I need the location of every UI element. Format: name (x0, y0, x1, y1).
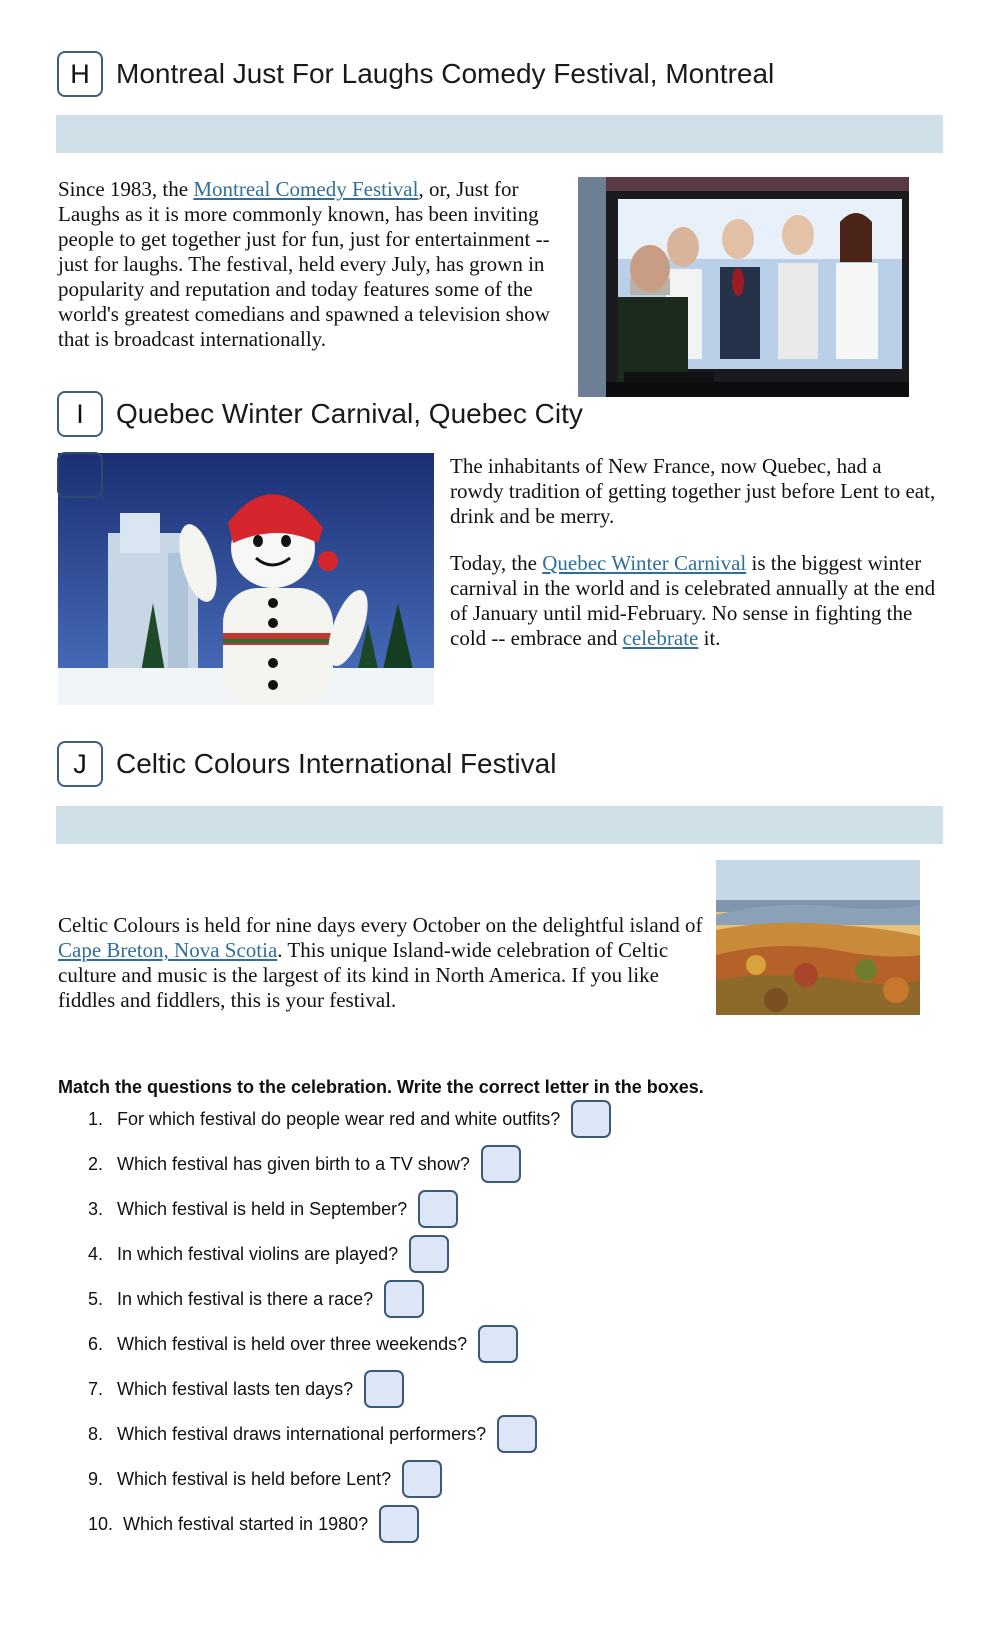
question-text: For which festival do people wear red and white outfits? (117, 1108, 561, 1129)
section-h-text: Since 1983, the Montreal Comedy Festival, or, Just for Laughs as it is more commonly known, has been inviting people to get together just for fun, just for entertainment -- just for laughs. The festival, held every July, has grown in popularity and reputation and today features some of the world's greatest comedians and spawned a television show that is broadcast internationally. (58, 177, 550, 351)
question-1 (88, 1099, 611, 1139)
question-text: Which festival lasts ten days? (117, 1378, 354, 1399)
section-h-letter-box (57, 51, 103, 97)
section-i-overlay-box (57, 452, 103, 498)
question-9 (88, 1459, 442, 1499)
answer-box-3[interactable] (418, 1190, 458, 1228)
answer-box-10[interactable] (379, 1505, 419, 1543)
section-j-letter: J (73, 748, 87, 779)
montreal-comedy-festival-link[interactable]: Montreal Comedy Festival (193, 177, 419, 201)
question-text: Which festival is held over three weekends? (117, 1333, 468, 1354)
question-number: 10. (88, 1513, 114, 1534)
answer-box-1[interactable] (571, 1100, 611, 1138)
question-number: 7. (88, 1378, 104, 1399)
answer-box-5[interactable] (384, 1280, 424, 1318)
question-number: 5. (88, 1288, 104, 1309)
winter-carnival-photo (58, 453, 434, 705)
question-3 (88, 1189, 458, 1229)
section-i-title: Quebec Winter Carnival, Quebec City (116, 398, 583, 429)
question-text: Which festival started in 1980? (123, 1513, 369, 1534)
question-number: 2. (88, 1153, 104, 1174)
section-i-para2: Today, the Quebec Winter Carnival is the biggest winter carnival in the world and is celebrated annually at the end of January until mid-February. No sense in fighting the cold -- embrace and celebrate it. (450, 551, 936, 650)
section-i-text (450, 454, 940, 651)
section-h-title: Montreal Just For Laughs Comedy Festival, Montreal (116, 58, 775, 89)
question-number: 8. (88, 1423, 104, 1444)
section-i-letter-box (57, 391, 103, 437)
question-text: Which festival has given birth to a TV show? (117, 1153, 470, 1174)
cape-breton-photo (716, 860, 920, 1015)
question-number: 3. (88, 1198, 104, 1219)
question-number: 6. (88, 1333, 104, 1354)
question-number: 9. (88, 1468, 104, 1489)
question-number: 4. (88, 1243, 104, 1264)
section-h-letter: H (70, 58, 90, 89)
question-text: Which festival draws international performers? (117, 1423, 487, 1444)
question-text: In which festival is there a race? (117, 1288, 374, 1309)
section-j-text: Celtic Colours is held for nine days every October on the delightful island of Cape Breton, Nova Scotia. This unique Island-wide celebration of Celtic culture and music is the largest of its kind in North America. If you like fiddles and fiddlers, this is your festival. (58, 913, 703, 1012)
answer-box-8[interactable] (497, 1415, 537, 1453)
section-j-letter-box (57, 741, 103, 787)
section-j-band (56, 806, 943, 844)
section-i-letter: I (76, 398, 84, 429)
section-h-band (56, 115, 943, 153)
answer-box-2[interactable] (481, 1145, 521, 1183)
celebrate-link[interactable]: celebrate (622, 626, 699, 650)
answer-box-6[interactable] (478, 1325, 518, 1363)
question-2 (88, 1144, 521, 1184)
quiz-instruction: Match the questions to the celebration. Write the correct letter in the boxes. (58, 1077, 704, 1097)
section-i-para1: The inhabitants of New France, now Quebec, had a rowdy tradition of getting together just before Lent to eat, drink and be merry. (450, 454, 936, 528)
question-5 (88, 1279, 424, 1319)
question-4 (88, 1234, 449, 1274)
question-8 (88, 1414, 537, 1454)
question-text: In which festival violins are played? (117, 1243, 399, 1264)
cape-breton-link[interactable]: Cape Breton, Nova Scotia (58, 938, 278, 962)
question-6 (88, 1324, 518, 1364)
question-text: Which festival is held in September? (117, 1198, 408, 1219)
section-j-title: Celtic Colours International Festival (116, 748, 557, 779)
answer-box-7[interactable] (364, 1370, 404, 1408)
question-10 (88, 1504, 419, 1544)
question-7 (88, 1369, 404, 1409)
quebec-winter-carnival-link[interactable]: Quebec Winter Carnival (542, 551, 747, 575)
comedy-festival-photo (578, 177, 909, 397)
answer-box-4[interactable] (409, 1235, 449, 1273)
question-text: Which festival is held before Lent? (117, 1468, 392, 1489)
answer-box-9[interactable] (402, 1460, 442, 1498)
question-number: 1. (88, 1108, 104, 1129)
